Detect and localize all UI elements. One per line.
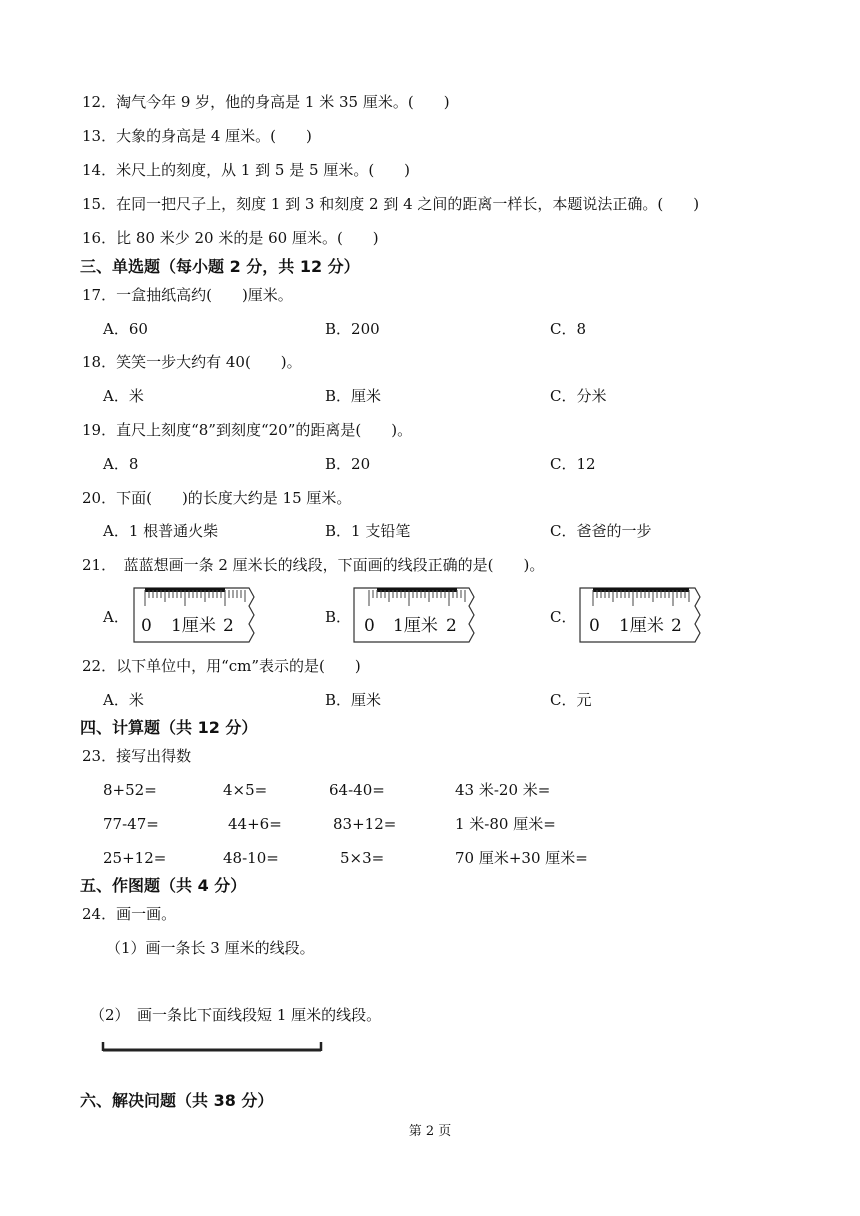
question-20: 20．下面( )的长度大约是 15 厘米。 <box>82 489 352 507</box>
ruler-c-label-0: 0 <box>589 616 600 636</box>
ruler-image-b <box>353 586 477 644</box>
q18-option-b: B．厘米 <box>325 387 382 405</box>
calc-item: 44+6= <box>228 815 282 833</box>
question-15: 15．在同一把尺子上，刻度 1 到 3 和刻度 2 到 4 之间的距离一样长，本题说法正确。( ) <box>82 195 700 213</box>
section-4-heading: 四、计算题（共 12 分） <box>80 718 258 737</box>
calc-item: 77-47= <box>103 815 159 833</box>
q17-option-b: B．200 <box>325 320 380 338</box>
ruler-c-label-2: 2 <box>671 616 682 636</box>
question-22: 22．以下单位中，用“cm”表示的是( ) <box>82 657 361 675</box>
section-5-heading: 五、作图题（共 4 分） <box>80 876 247 895</box>
ruler-a-label-2: 2 <box>223 616 234 636</box>
reference-line-segment <box>101 1040 325 1054</box>
ruler-b-label-1: 1厘米 <box>393 616 438 636</box>
ruler-c-label-1: 1厘米 <box>619 616 664 636</box>
calc-item: 64-40= <box>329 781 385 799</box>
q18-option-c: C．分米 <box>550 387 607 405</box>
question-21: 21． 蓝蓝想画一条 2 厘米长的线段，下面画的线段正确的是( )。 <box>82 556 545 574</box>
q21-option-a: A． <box>103 608 129 626</box>
ruler-b-label-2: 2 <box>446 616 457 636</box>
calc-item: 43 米-20 米= <box>455 781 551 799</box>
calc-item: 48-10= <box>223 849 279 867</box>
q18-option-a: A．米 <box>103 387 144 405</box>
ruler-a-label-0: 0 <box>141 616 152 636</box>
q20-option-b: B．1 支铅笔 <box>325 522 411 540</box>
calc-item: 1 米-80 厘米= <box>455 815 556 833</box>
question-16: 16．比 80 米少 20 米的是 60 厘米。( ) <box>82 229 379 247</box>
ruler-a-label-1: 1厘米 <box>171 616 216 636</box>
q20-option-c: C．爸爸的一步 <box>550 522 652 540</box>
q19-option-a: A．8 <box>103 455 139 473</box>
question-14: 14．米尺上的刻度，从 1 到 5 是 5 厘米。( ) <box>82 161 411 179</box>
q17-option-c: C．8 <box>550 320 587 338</box>
question-19: 19．直尺上刻度“8”到刻度“20”的距离是( )。 <box>82 421 413 439</box>
question-17: 17．一盒抽纸高约( )厘米。 <box>82 286 293 304</box>
ruler-image-c <box>579 586 703 644</box>
section-6-heading: 六、解决问题（共 38 分） <box>80 1091 274 1110</box>
calc-item: 83+12= <box>333 815 397 833</box>
q22-option-b: B．厘米 <box>325 691 382 709</box>
calc-item: 4×5= <box>223 781 268 799</box>
q22-option-c: C．元 <box>550 691 592 709</box>
q21-option-c: C． <box>550 608 577 626</box>
q21-option-b: B． <box>325 608 352 626</box>
question-12: 12．淘气今年 9 岁，他的身高是 1 米 35 厘米。( ) <box>82 93 450 111</box>
question-24: 24．画一画。 <box>82 905 177 923</box>
question-18: 18．笑笑一步大约有 40( )。 <box>82 353 302 371</box>
section-3-heading: 三、单选题（每小题 2 分，共 12 分） <box>80 257 360 276</box>
calc-item: 25+12= <box>103 849 167 867</box>
question-13: 13．大象的身高是 4 厘米。( ) <box>82 127 312 145</box>
q19-option-c: C．12 <box>550 455 596 473</box>
q20-option-a: A．1 根普通火柴 <box>103 522 219 540</box>
calc-item: 5×3= <box>340 849 385 867</box>
q17-option-a: A．60 <box>103 320 148 338</box>
ruler-b-label-0: 0 <box>364 616 375 636</box>
question-23: 23．接写出得数 <box>82 747 192 765</box>
ruler-image-a <box>133 586 257 644</box>
calc-item: 8+52= <box>103 781 157 799</box>
q24-part-2: （2） 画一条比下面线段短 1 厘米的线段。 <box>90 1006 382 1024</box>
page-footer: 第 2 页 <box>408 1124 452 1139</box>
q22-option-a: A．米 <box>103 691 144 709</box>
q19-option-b: B．20 <box>325 455 371 473</box>
calc-item: 70 厘米+30 厘米= <box>455 849 588 867</box>
q24-part-1: （1）画一条长 3 厘米的线段。 <box>106 939 315 957</box>
